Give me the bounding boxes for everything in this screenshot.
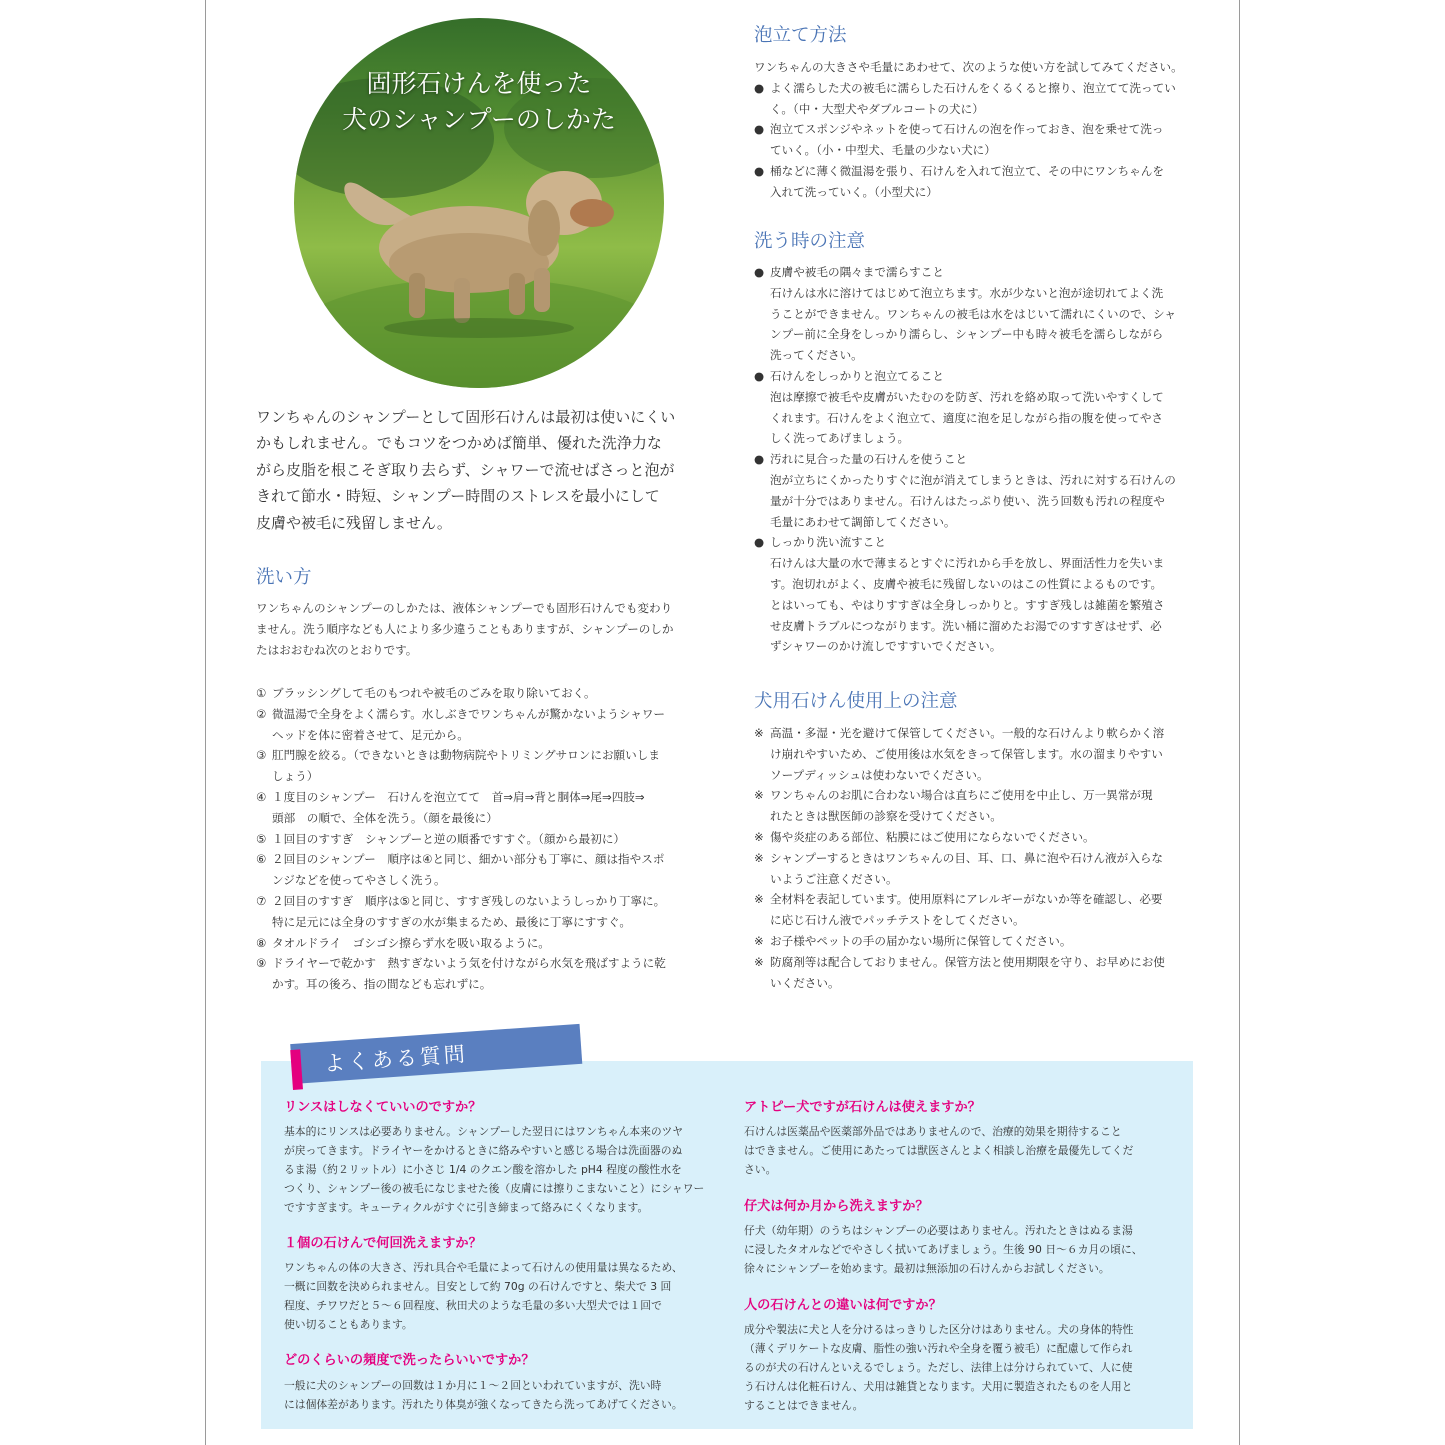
note-mark: ※ — [754, 954, 764, 969]
faq-answer-line: ですすぎます。キューティクルがすぐに引き締まって絡みにくくなります。 — [284, 1201, 649, 1214]
notice-line: れたときは獣医師の診察を受けてください。 — [770, 809, 1002, 824]
faq-question: 仔犬は何か月から洗えますか？ — [744, 1199, 929, 1214]
notice-line: に応じ石けん液でパッチテストをしてください。 — [770, 913, 1025, 928]
bullet-icon: ● — [754, 535, 765, 550]
notice-item — [754, 848, 1165, 890]
step-number: ③ — [256, 748, 267, 763]
notice-line: シャンプーするときはワンちゃんの目、耳、口、鼻に泡や石けん液が入らな — [770, 850, 1164, 865]
step-line: ドライヤーで乾かす 熱すぎないよう気を付けながら水気を飛ばすように乾 — [272, 956, 666, 971]
step-line: ２回目のシャンプー 順序は④と同じ、細かい部分も丁寧に、顔は指やスポ — [272, 852, 665, 867]
step-number: ⑤ — [256, 831, 267, 846]
faq-answer-line: 一般に犬のシャンプーの回数は１か月に１～２回といわれていますが、洗い時 — [284, 1379, 662, 1392]
foam-line: ていく。（小・中型犬、毛量の少ない犬に） — [770, 143, 996, 158]
faq-answer — [744, 1122, 1133, 1179]
caution-item — [754, 532, 1176, 657]
intro-paragraph — [256, 404, 706, 536]
hero-title-line-1: 固形石けんを使った — [366, 69, 592, 98]
caution-item — [754, 449, 1176, 532]
caution-line: 量が十分ではありません。石けんはたっぷり使い、洗う回数も汚れの程度や — [770, 493, 1165, 508]
faq-answer-line: 石けんは医薬品や医薬部外品ではありませんので、治療的効果を期待すること — [744, 1125, 1122, 1138]
bullet-icon: ● — [754, 368, 765, 383]
step-7 — [256, 891, 666, 933]
notice-line: ワンちゃんのお肌に合わない場合は直ちにご使用を中止し、万一異常が現 — [770, 788, 1153, 803]
notice-line: お子様やペットの手の届かない場所に保管してください。 — [770, 933, 1072, 948]
caution-item — [754, 262, 1176, 366]
wash-steps — [256, 683, 666, 995]
notice-item — [754, 889, 1165, 931]
step-number: ⑦ — [256, 893, 267, 908]
wash-intro — [256, 598, 674, 660]
foam-item — [754, 78, 1183, 120]
step-number: ⑧ — [256, 935, 267, 950]
faq-answer — [284, 1376, 683, 1414]
note-mark: ※ — [754, 850, 764, 865]
caution-line: 石けんは大量の水で薄まるとすぐに汚れから手を放し、界面活性力を失いま — [770, 556, 1165, 571]
hero-title — [294, 66, 664, 138]
faq-answer-line: 成分や製法に犬と人を分けるはっきりした区分けはありません。犬の身体的特性 — [744, 1323, 1134, 1336]
bullet-icon: ● — [754, 452, 765, 467]
intro-line: きれて節水・時短、シャンプー時間のストレスを最小にして — [256, 487, 660, 506]
faq-answer-line: 一概に回数を決められません。目安として約 70g の石けんですと、柴犬で 3 回 — [284, 1280, 672, 1293]
step-line: 頭部 の順で、全体を洗う。（顔を最後に） — [272, 810, 498, 825]
step-line: かす。耳の後ろ、指の間なども忘れずに。 — [272, 977, 492, 992]
faq-answer-line: 徐々にシャンプーを始めます。最初は無添加の石けんからお試しください。 — [744, 1262, 1110, 1275]
faq-question: リンスはしなくていいのですか？ — [284, 1100, 482, 1115]
notice-item — [754, 785, 1165, 827]
step-5 — [256, 829, 666, 850]
caution-line: 泡は摩擦で被毛や皮膚がいたむのを防ぎ、汚れを絡め取って洗いやすくして — [770, 389, 1164, 404]
step-line: ヘッドを体に密着させて、足元から。 — [272, 727, 469, 742]
caution-line: とはいっても、やはりすすぎは全身しっかりと。すすぎ残しは雑菌を繁殖さ — [770, 597, 1165, 612]
left-page-border — [205, 0, 206, 1445]
wash-intro-line: たはおおむね次のとおりです。 — [256, 642, 418, 657]
faq-answer — [284, 1122, 704, 1217]
faq-answer-line: う石けんは化粧石けん、犬用は雑貨となります。犬用に製造されたものを人用と — [744, 1380, 1133, 1393]
step-number: ② — [256, 706, 267, 721]
caution-title: しっかり洗い流すこと — [770, 535, 886, 550]
step-line: タオルドライ ゴシゴシ擦らず水を吸い取るように。 — [272, 935, 550, 950]
wash-intro-line: ワンちゃんのシャンプーのしかたは、液体シャンプーでも固形石けんでも変わり — [256, 601, 673, 615]
caution-line: うことができません。ワンちゃんの被毛は水をはじいて濡れにくいので、シャ — [770, 306, 1177, 321]
faq-answer-line: 基本的にリンスは必要ありません。シャンプーした翌日にはワンちゃん本来のツヤ — [284, 1125, 684, 1138]
step-number: ⑥ — [256, 852, 267, 867]
caution-line: 石けんは水に溶けてはじめて泡立ちます。水が少ないと泡が途切れてよく洗 — [770, 285, 1164, 300]
wash-heading: 洗い方 — [256, 567, 312, 588]
bullet-icon: ● — [754, 122, 765, 137]
note-mark: ※ — [754, 892, 764, 907]
caution-line: 泡が立ちにくかったりすぐに泡が消えてしまうときは、汚れに対する石けんの — [770, 472, 1176, 487]
note-mark: ※ — [754, 788, 764, 803]
notice-line: 高温・多湿・光を避けて保管してください。一般的な石けんより軟らかく溶 — [770, 726, 1165, 740]
caution-line: しく洗ってあげましょう。 — [770, 431, 910, 446]
notice-line: 全材料を表記しています。使用原料にアレルギーがないか等を確認し、必要 — [770, 892, 1163, 907]
caution-line: 毛量にあわせて調節してください。 — [770, 514, 956, 529]
step-line: ンジなどを使ってやさしく洗う。 — [272, 873, 446, 888]
step-number: ④ — [256, 789, 267, 804]
step-line: 特に足元には全身のすすぎの水が集まるため、最後に丁寧にすすぐ。 — [272, 914, 631, 929]
caution-line: くれます。石けんをよく泡立て、適度に泡を足しながら指の腹を使ってやさ — [770, 410, 1164, 425]
caution-item — [754, 366, 1176, 449]
bullet-icon: ● — [754, 80, 765, 95]
caution-line: す。泡切れがよく、皮膚や被毛に残留しないのはこの性質によるものです。 — [770, 576, 1163, 591]
foam-line: く。（中・大型犬やダブルコートの犬に） — [770, 101, 984, 116]
foam-intro: ワンちゃんの大きさや毛量にあわせて、次のような使い方を試してみてください。 — [754, 60, 1183, 74]
hero-title-line-2: 犬のシャンプーのしかた — [342, 105, 616, 134]
faq-answer-line: 程度、チワワだと５～６回程度、秋田犬のような毛量の多い大型犬では１回で — [284, 1299, 662, 1312]
note-mark: ※ — [754, 726, 764, 740]
notice-line: 傷や炎症のある部位、粘膜にはご使用にならないでください。 — [770, 829, 1095, 844]
foam-line: よく濡らした犬の被毛に濡らした石けんをくるくると擦り、泡立てて洗ってい — [770, 80, 1176, 95]
intro-line: かもしれません。でもコツをつかめば簡単、優れた洗浄力な — [256, 434, 662, 453]
step-line: １度目のシャンプー 石けんを泡立てて 首⇒肩⇒背と胴体⇒尾⇒四肢⇒ — [272, 789, 645, 804]
caution-line: せ皮膚トラブルにつながります。洗い桶に溜めたお湯でのすすぎはせず、必 — [770, 618, 1162, 633]
faq-answer-line: つくり、シャンプー後の被毛になじませた後（皮膚には擦りこまないこと）にシャワー — [284, 1182, 705, 1195]
step-8 — [256, 933, 666, 954]
step-2 — [256, 704, 666, 746]
intro-line: 皮膚や被毛に残留しません。 — [256, 513, 452, 532]
faq-title: よくある質問 — [323, 1042, 469, 1077]
notice-line: いください。 — [770, 975, 840, 990]
intro-line: ワンちゃんのシャンプーとして固形石けんは最初は使いにくい — [256, 408, 676, 426]
notice-line: いようご注意ください。 — [770, 871, 898, 886]
faq-answer-line: ワンちゃんの体の大きさ、汚れ具合や毛量によって石けんの使用量は異なるため、 — [284, 1261, 683, 1274]
step-line: ２回目のすすぎ 順序は⑤と同じ、すすぎ残しのないようしっかり丁寧に。 — [272, 893, 666, 908]
hero-dog-photo — [294, 18, 664, 388]
faq-answer-line: に浸したタオルなどでやさしく拭いてあげましょう。生後 90 日～６カ月の頃に、 — [744, 1243, 1143, 1256]
faq-answer-line: することはできません。 — [744, 1399, 864, 1412]
faq-question: どのくらいの頻度で洗ったらいいですか？ — [284, 1353, 535, 1368]
step-line: 肛門腺を絞る。（できないときは動物病院やトリミングサロンにお願いしま — [272, 748, 660, 763]
foam-heading: 泡立て方法 — [754, 25, 847, 46]
caution-body — [754, 262, 1176, 657]
caution-line: 洗ってください。 — [770, 348, 863, 363]
notice-body — [754, 723, 1165, 993]
step-9 — [256, 953, 666, 995]
faq-answer-line: が戻ってきます。ドライヤーをかけるときに絡みやすいと感じる場合は洗面器のぬ — [284, 1144, 683, 1157]
foam-line: 泡立てスポンジやネットを使って石けんの泡を作っておき、泡を乗せて洗っ — [770, 122, 1164, 137]
caution-heading: 洗う時の注意 — [754, 231, 866, 252]
note-mark: ※ — [754, 933, 764, 948]
faq-answer-line: 仔犬（幼年期）のうちはシャンプーの必要はありません。汚れたときはぬるま湯 — [744, 1224, 1133, 1237]
faq-answer-line: るま湯（約２リットル）に小さじ 1/4 のクエン酸を溶かした pH4 程度の酸性水を — [284, 1163, 682, 1176]
faq-answer — [284, 1258, 683, 1334]
notice-line: 防腐剤等は配合しておりません。保管方法と使用期限を守り、お早めにお使 — [770, 954, 1165, 969]
notice-item — [754, 827, 1165, 848]
step-3 — [256, 745, 666, 787]
step-1 — [256, 683, 666, 704]
caution-line: ンプー前に全身をしっかり濡らし、シャンプー中も時々被毛を濡らしながら — [770, 327, 1164, 342]
faq-answer-line: るのが犬の石けんといえるでしょう。ただし、法律上は分けられていて、人に使 — [744, 1361, 1133, 1374]
right-page-border — [1239, 0, 1240, 1445]
faq-question: 人の石けんとの違いは何ですか？ — [744, 1298, 942, 1313]
caution-line: ずシャワーのかけ流しですすいでください。 — [770, 639, 1002, 654]
bullet-icon: ● — [754, 265, 765, 279]
faq-question: アトピー犬ですが石けんは使えますか？ — [744, 1100, 981, 1115]
caution-title: 石けんをしっかりと泡立てること — [770, 368, 944, 383]
foam-item — [754, 119, 1183, 161]
step-4 — [256, 787, 666, 829]
notice-heading: 犬用石けん使用上の注意 — [754, 691, 958, 712]
note-mark: ※ — [754, 829, 764, 844]
step-line: ブラッシングして毛のもつれや被毛のごみを取り除いておく。 — [272, 686, 596, 700]
faq-answer-line: 使い切ることもあります。 — [284, 1318, 413, 1331]
foam-body — [754, 57, 1183, 203]
notice-item — [754, 952, 1165, 994]
step-line: しょう） — [272, 769, 319, 784]
faq-answer-line: には個体差があります。汚れたり体臭が強くなってきたら洗ってあげてください。 — [284, 1398, 683, 1411]
notice-line: ソープディッシュは使わないでください。 — [770, 767, 989, 782]
step-6 — [256, 849, 666, 891]
notice-item — [754, 931, 1165, 952]
foam-item — [754, 161, 1183, 203]
step-number: ⑨ — [256, 956, 267, 971]
foam-line: 入れて洗っていく。（小型犬に） — [770, 184, 938, 199]
intro-line: がら皮脂を根こそぎ取り去らず、シャワーで流せばさっと泡が — [256, 460, 675, 479]
faq-answer-line: はできません。ご使用にあたっては獣医さんとよく相談し治療を最優先してくだ — [744, 1144, 1134, 1157]
caution-title: 汚れに見合った量の石けんを使うこと — [770, 452, 968, 467]
bullet-icon: ● — [754, 163, 765, 178]
foam-line: 桶などに薄く微温湯を張り、石けんを入れて泡立て、その中にワンちゃんを — [770, 163, 1164, 178]
caution-title: 皮膚や被毛の隅々まで濡らすこと — [770, 265, 944, 279]
faq-answer-line: さい。 — [744, 1163, 777, 1176]
faq-question: １個の石けんで何回洗えますか？ — [284, 1236, 482, 1251]
step-line: 微温湯で全身をよく濡らす。水しぶきでワンちゃんが驚かないようシャワー — [272, 706, 666, 721]
step-line: １回目のすすぎ シャンプーと逆の順番ですすぐ。（顔から最初に） — [272, 831, 626, 846]
step-number: ① — [256, 686, 267, 700]
notice-item — [754, 723, 1165, 785]
faq-answer — [744, 1320, 1133, 1415]
wash-intro-line: ません。洗う順序なども人により多少違うこともありますが、シャンプーのしか — [256, 621, 674, 636]
notice-line: け崩れやすいため、ご使用後は水気をきって保管します。水の溜まりやすい — [770, 746, 1163, 761]
faq-answer — [744, 1221, 1143, 1278]
faq-answer-line: （薄くデリケートな皮膚、脂性の強い汚れや全身を覆う被毛）に配慮して作られ — [744, 1342, 1133, 1355]
